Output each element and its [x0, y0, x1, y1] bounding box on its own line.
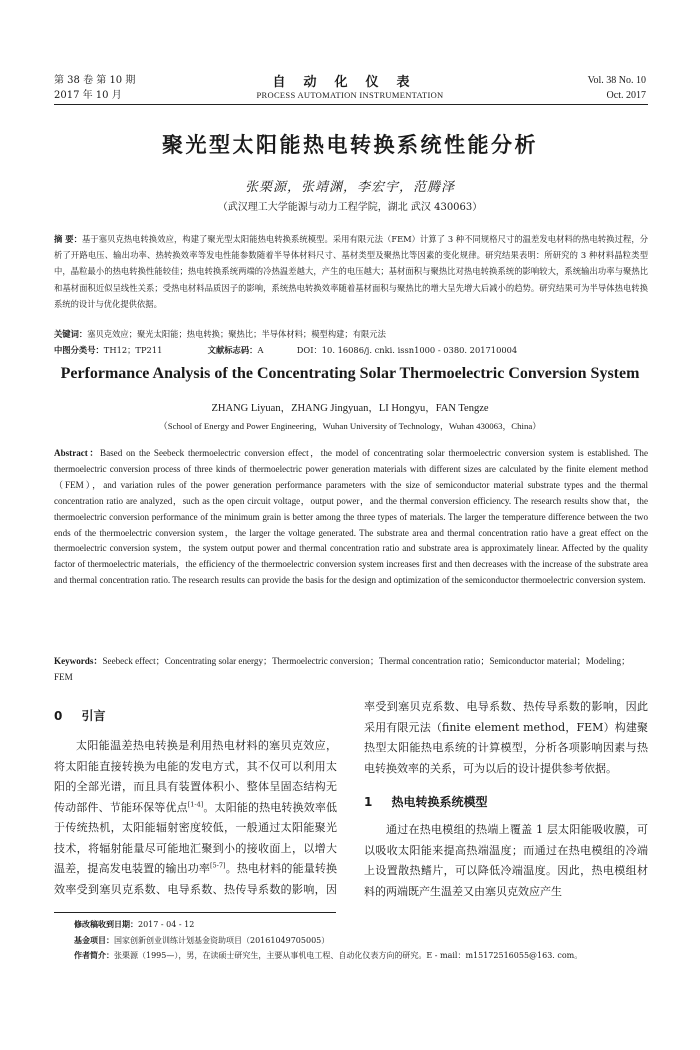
- abstract-cn: [54, 231, 648, 312]
- keywords-cn-label: 关键词：: [54, 329, 88, 339]
- affiliation-en: （School of Energy and Power Engineering，Wuhan University of Technology，Wuhan 430063，China）: [158, 421, 542, 431]
- intro-text-a: 太阳能温差热电转换是利用热电材料的塞贝克效应，将太阳能直接转换为电能的发电方式，其不仅可以利用太阳的全部光谱，而且具有装置体积小、整体呈固态结构无传动部件、节能环保等优点: [54, 739, 337, 814]
- intro-text-c-cont: 率受到塞贝克系数、电导系数、热传导系数的影响，因此采用有限元法（finite element method，FEM）构建聚热型太阳能热电系统的计算模型，分析各项影响因素与热电转换效率的关系，可为以后的设计提供参考依据。: [364, 700, 648, 775]
- keywords-en-text: Seebeck effect；Concentrating solar energy；Thermoelectric conversion；Thermal concentration ratio；Semiconductor material；Modeling；FEM: [54, 656, 631, 682]
- clc-label: 中图分类号：: [54, 345, 104, 355]
- abstract-en-label: Abstract：: [54, 448, 101, 458]
- section-0-number: 0: [54, 709, 63, 723]
- keywords-en-label: Keywords：: [54, 656, 103, 666]
- doi: DOI：10. 16086/j. cnki. issn1000 - 0380. 201710004: [296, 345, 518, 355]
- header-volume-cn: 第 38 卷 第 10 期: [54, 75, 136, 86]
- footnote-received: [54, 917, 648, 933]
- received-date: 2017 - 04 - 12: [138, 920, 195, 929]
- fund-text: 国家创新创业训练计划基金资助项目（20161049705005）: [114, 935, 330, 945]
- keywords-en: [54, 653, 648, 685]
- abstract-cn-label: 摘 要：: [54, 234, 83, 244]
- header-volume-en: Vol. 38 No. 10: [587, 75, 646, 86]
- footnotes: [54, 917, 648, 964]
- section-1-paragraph: 通过在热电模组的热端上覆盖 1 层太阳能吸收膜，可以吸收太阳能来提高热端温度；而通过在热电模组的冷端上设置散热鳍片，可以降低冷端温度。因此，热电模组材料的两端既产生温差又由塞贝克效应产生: [364, 823, 648, 898]
- footnote-author: [54, 948, 648, 964]
- footnote-rule: [54, 912, 336, 913]
- section-0-title: 引言: [81, 709, 106, 723]
- authors-en: ZHANG Liyuan，ZHANG Jingyuan，LI Hongyu，FAN Tengze: [211, 403, 489, 414]
- keywords-cn: [54, 326, 648, 342]
- header-date-cn: 2017 年 10 月: [54, 90, 122, 101]
- journal-name-cn: 自动化仪表: [272, 75, 428, 90]
- authors-cn: 张栗源，张靖渊，李宏宇，范腾泽: [244, 180, 455, 195]
- intro-continuation: [364, 697, 648, 779]
- citation-5-7: [5-7]: [210, 861, 226, 870]
- citation-1-4: [1-4]: [187, 799, 204, 808]
- fund-label: 基金项目：: [74, 934, 114, 945]
- abstract-en: [54, 446, 648, 589]
- clc-value: TH12；TP211: [103, 345, 163, 355]
- abstract-cn-text: 基于塞贝克热电转换效应，构建了聚光型太阳能热电转换系统模型。采用有限元法（FEM）计算了 3 种不同规格尺寸的温差发电材料的热电转换过程，分析了开路电压、输出功率、热转换效率等发电性能参数随着半导体材料尺寸、基材类型及聚热比等因素的变化规律。研究结果表明：所研究的 3 种材料晶粒类型中，晶粒最小的热电转换性能较佳；热电转换系统两端的冷热温差越大，产生的电压越大；基材面积与聚热比对热电转换系统的影响较大，系统输出功率与聚热比和基材面积近似呈线性关系；受热电材料品质因子的影响，系统热电转换效率随着基材面积与聚热比的增大呈先增大后减小的趋势。研究结果可为半导体热电转换系统的设计与优化提供依据。: [54, 234, 648, 309]
- section-0-body-right: [364, 697, 648, 780]
- paper-title-cn: 聚光型太阳能热电转换系统性能分析: [162, 133, 538, 157]
- doc-code-label: 文献标志码：: [207, 345, 258, 355]
- received-label: 修改稿收到日期：: [74, 919, 138, 929]
- abstract-en-text: Based on the Seebeck thermoelectric conversion effect，the model of concentrating solar thermoelectric conversion system is established. The thermoelectric conversion process of three kinds of thermoelectric power generation materials with different sizes are calculated by the finite element method（FEM），and variation rules of the power generation performance parameters with the size of semiconductor material substrate types and the thermal concentration ratio are analyzed，such as the open circuit voltage，output power，and the thermal conversion efficiency. The research results show that，the thermoelectric conversion performance of the minimum grain is better among the three types of materials. The larger the temperature difference between the two ends of the thermoelectric conversion system，the larger the voltage generated. The substrate area and thermal concentration ratio have a great effect on the thermoelectric conversion system，the system output power and thermal concentration ratio and substrate area is approximately linear. Affected by the quality factor of thermoelectric materials，the efficiency of the thermoelectric conversion system increases first and then decreases with the increase of the substrate area and thermal concentration ratio. The research results can provide the basis for the design and optimization of the semiconductor thermoelectric conversion system.: [54, 448, 648, 586]
- section-1-body: [364, 820, 648, 902]
- doc-code-value: A: [257, 345, 264, 355]
- section-1-number: 1: [364, 795, 373, 809]
- section-0-body-left: [54, 736, 337, 896]
- author-bio-text: 张栗源（1995—），男，在读硕士研究生，主要从事机电工程、自动化仪表方向的研究。E - mail：m15172516055@163. com。: [114, 951, 583, 960]
- intro-text-b: 。太阳能的热电转换效率低于传统热机，太阳能辐射密度较低，一般通过太阳能聚光技术，将辐射能量尽可能地汇聚到小的接收面上，以增大温差，提高发电装置的输出功率: [54, 800, 337, 875]
- author-bio-label: 作者简介：: [74, 950, 114, 960]
- journal-name-en: PROCESS AUTOMATION INSTRUMENTATION: [256, 90, 444, 100]
- keywords-cn-text: 塞贝克效应；聚光太阳能；热电转换；聚热比；半导体材料；模型构建；有限元法: [87, 329, 386, 339]
- header-date-en: Oct. 2017: [606, 90, 646, 101]
- classification-line: [54, 342, 648, 358]
- footnote-fund: [54, 933, 648, 949]
- affiliation-cn: （武汉理工大学能源与动力工程学院，湖北 武汉 430063）: [217, 202, 483, 213]
- paper-title-en: Performance Analysis of the Concentrating Solar Thermoelectric Conversion System: [60, 365, 640, 382]
- section-0-heading: [54, 705, 334, 724]
- header-rule: [54, 104, 648, 105]
- section-1-heading: [364, 791, 648, 810]
- intro-text-c: 。热电材料的能量转换效率受到塞贝克系数、电导系数、热传导系数的影响，因: [54, 862, 337, 896]
- section-1-title: 热电转换系统模型: [391, 795, 488, 809]
